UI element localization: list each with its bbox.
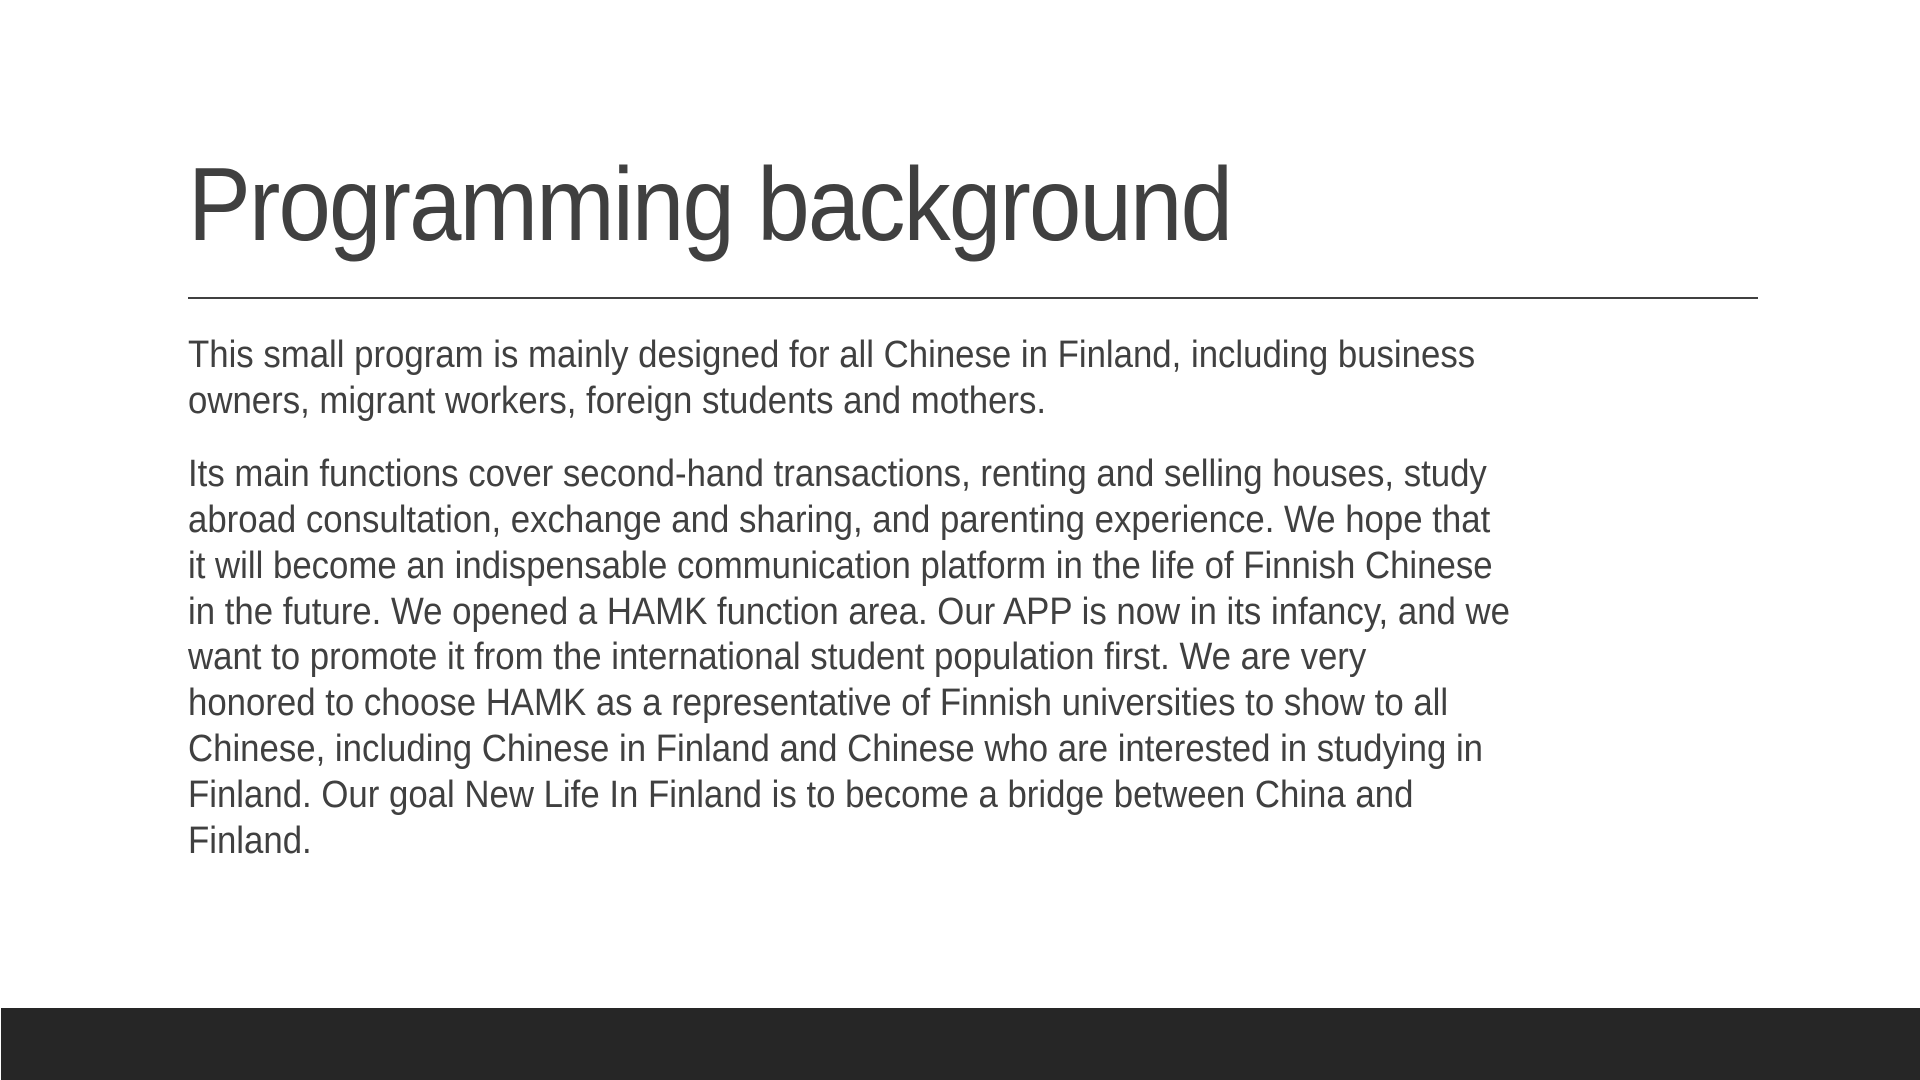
paragraph-1-line-1: This small program is mainly designed for all Chinese in Finland, including business [188,334,1476,376]
footer-band [1,1008,1920,1080]
title-divider [188,297,1758,299]
paragraph-2-line-7: Chinese, including Chinese in Finland and Chinese who are interested in studying in [188,728,1484,770]
paragraph-2-line-3: it will become an indispensable communication platform in the life of Finnish Chinese [188,545,1493,587]
slide-title: Programming background [188,147,1232,263]
paragraph-2-line-8: Finland. Our goal New Life In Finland is to become a bridge between China and [188,774,1414,816]
paragraph-1-line-2: owners, migrant workers, foreign students and mothers. [188,380,1047,422]
paragraph-2-line-9: Finland. [188,820,312,862]
paragraph-2-line-5: want to promote it from the international student population first. We are very [188,636,1367,678]
paragraph-2-line-6: honored to choose HAMK as a representative of Finnish universities to show to all [188,682,1449,724]
paragraph-2-line-4: in the future. We opened a HAMK function area. Our APP is now in its infancy, and we [188,591,1511,633]
paragraph-2-line-1: Its main functions cover second-hand transactions, renting and selling houses, study [188,453,1487,495]
paragraph-2-line-2: abroad consultation, exchange and sharing, and parenting experience. We hope that [188,499,1491,541]
